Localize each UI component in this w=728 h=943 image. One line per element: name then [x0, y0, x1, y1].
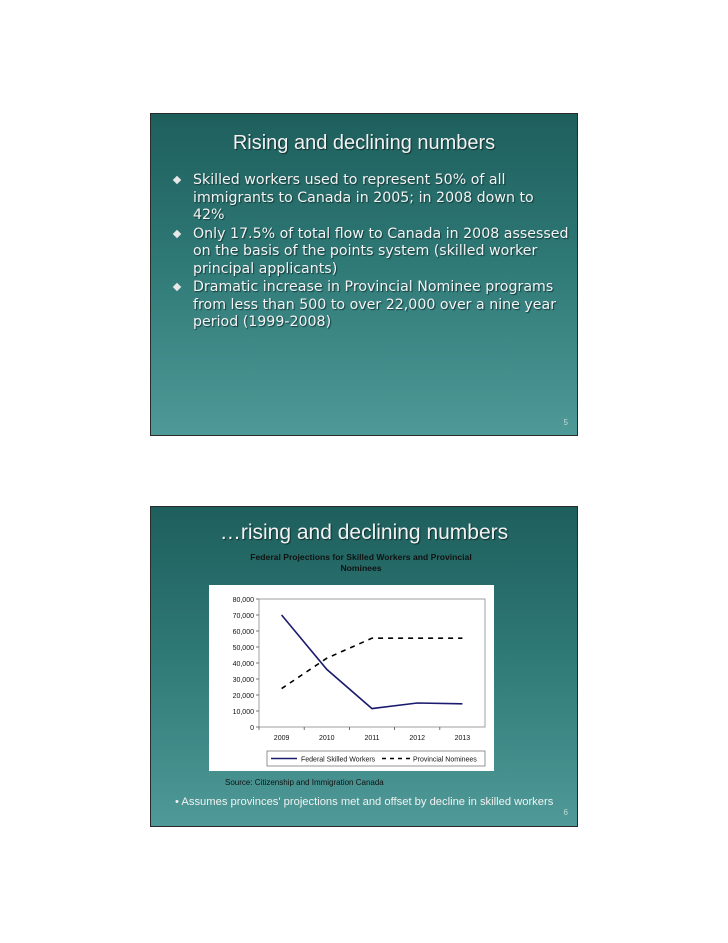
diamond-bullet-icon	[173, 283, 181, 291]
y-tick-label: 70,000	[232, 612, 254, 620]
bullet-text: Only 17.5% of total flow to Canada in 2008 assessed on the basis of the points system (skilled worker principal applicants)	[193, 225, 569, 277]
slide-6	[150, 506, 578, 827]
diamond-bullet-icon	[173, 176, 181, 184]
y-tick-label: 60,000	[232, 628, 254, 636]
x-tick-label: 2012	[409, 735, 425, 742]
slide-number: 6	[563, 808, 568, 817]
slide-5	[150, 113, 578, 436]
y-tick-label: 10,000	[232, 708, 254, 716]
diamond-bullet-icon	[173, 229, 181, 237]
y-tick-label: 30,000	[232, 676, 254, 684]
y-tick-label: 80,000	[232, 596, 254, 604]
bullet-list	[173, 172, 569, 333]
bullet-item	[173, 226, 569, 279]
source-note: Source: Citizenship and Immigration Canada	[225, 778, 384, 787]
y-tick-label: 40,000	[232, 660, 254, 668]
slide-number: 5	[563, 418, 568, 427]
x-tick-label: 2009	[273, 735, 290, 742]
footnote: • Assumes provinces' projections met and offset by decline in skilled workers	[175, 796, 554, 808]
slide-title: Rising and declining numbers	[232, 132, 496, 154]
chart-title-line: Nominees	[340, 563, 382, 573]
y-tick-label: 20,000	[232, 692, 254, 700]
x-tick-label: 2010	[319, 735, 335, 742]
x-tick-label: 2013	[454, 735, 471, 742]
y-tick-label: 50,000	[232, 644, 254, 652]
legend-label: Provincial Nominees	[413, 756, 477, 764]
x-tick-label: 2011	[364, 735, 380, 742]
legend-label: Federal Skilled Workers	[301, 756, 376, 764]
y-tick-label: 0	[250, 724, 254, 732]
bullet-text: Dramatic increase in Provincial Nominee programs from less than 500 to over 22,000 over a nine year period (1999-2008)	[193, 279, 557, 330]
chart-title-line: Federal Projections for Skilled Workers and Provincial	[250, 552, 472, 562]
bullet-text: Skilled workers used to represent 50% of all immigrants to Canada in 2005; in 2008 down to 42%	[193, 172, 534, 223]
bullet-item	[173, 279, 569, 332]
slide-title: …rising and declining numbers	[219, 521, 509, 544]
bullet-item	[173, 172, 569, 225]
